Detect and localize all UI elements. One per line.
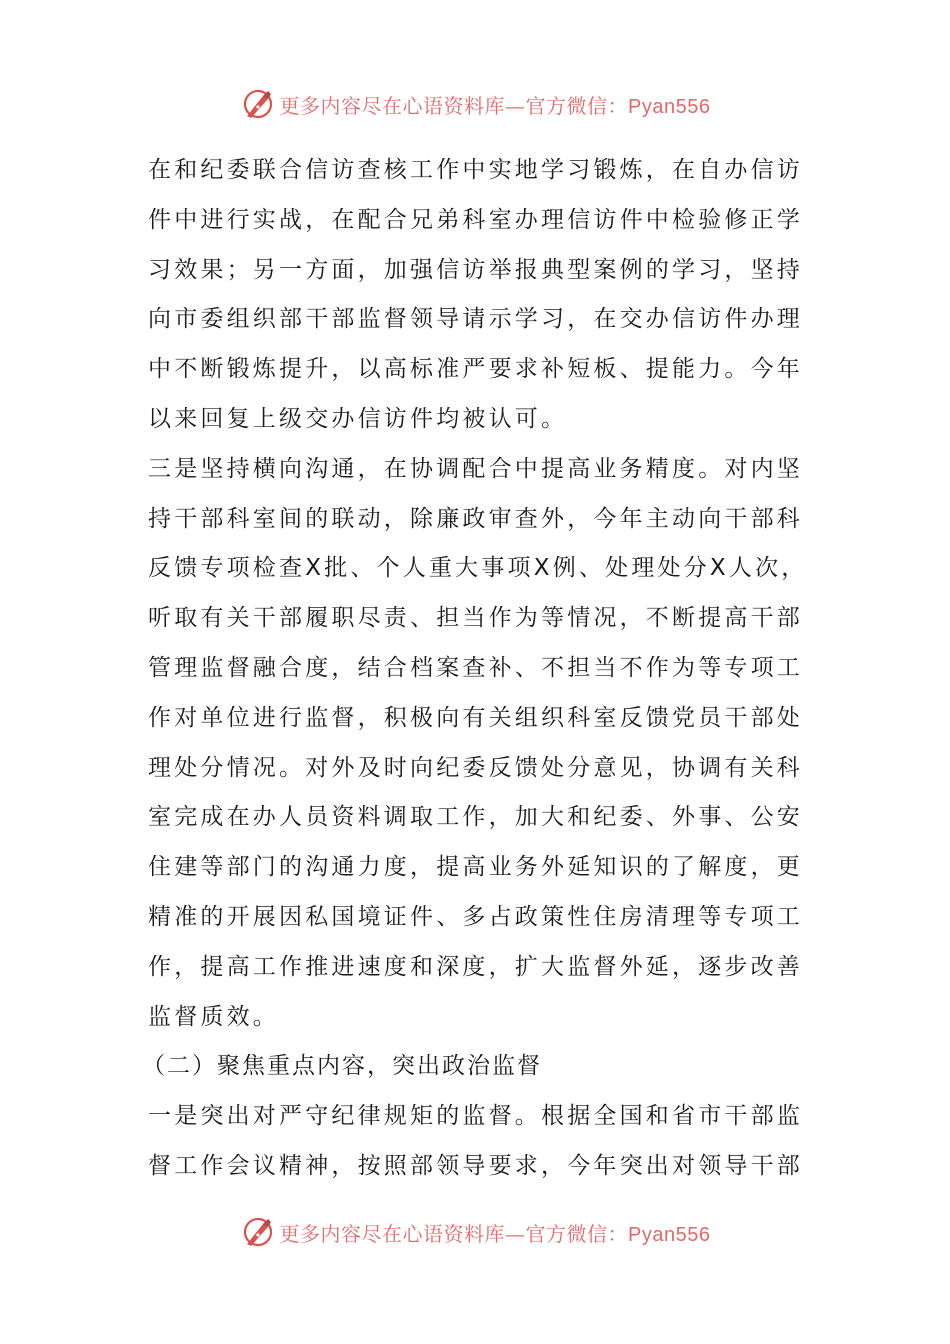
body-line: 理处分情况。对外及时向纪委反馈处分意见，协调有关科 (148, 754, 803, 781)
body-line: 督工作会议精神，按照部领导要求，今年突出对领导干部 (148, 1152, 803, 1179)
body-line: 室完成在办人员资料调取工作，加大和纪委、外事、公安 (148, 804, 803, 831)
body-line: 三是坚持横向沟通，在协调配合中提高业务精度。对内坚 (148, 455, 803, 482)
body-line: 反馈专项检查X批、个人重大事项X例、处理处分X人次， (148, 555, 808, 582)
watermark-text: 更多内容尽在心语资料库—官方微信：Pyan556 (279, 93, 711, 118)
body-line: 精准的开展因私国境证件、多占政策性住房清理等专项工 (148, 903, 803, 930)
body-line: 件中进行实战，在配合兄弟科室办理信访件中检验修正学 (148, 206, 803, 233)
body-line: 持干部科室间的联动，除廉政审查外，今年主动向干部科 (148, 505, 803, 532)
body-line: 一是突出对严守纪律规矩的监督。根据全国和省市干部监 (148, 1103, 803, 1130)
body-line: 监督质效。 (148, 1003, 279, 1030)
watermark-handle: Pyan556 (628, 95, 711, 118)
document-body (142, 146, 813, 1192)
body-line: 向市委组织部干部监督领导请示学习，在交办信访件办理 (148, 306, 803, 333)
watermark-handle: Pyan556 (628, 1223, 711, 1246)
pen-nib-logo-icon (240, 1214, 276, 1250)
body-line: 以来回复上级交办信访件均被认可。 (148, 405, 568, 432)
body-line: 作，提高工作推进速度和深度，扩大监督外延，逐步改善 (148, 953, 803, 980)
body-line: 住建等部门的沟通力度，提高业务外延知识的了解度，更 (148, 854, 803, 881)
body-line: 作对单位进行监督，积极向有关组织科室反馈党员干部处 (148, 704, 803, 731)
pen-nib-logo-icon (240, 86, 276, 122)
body-line: 习效果；另一方面，加强信访举报典型案例的学习，坚持 (148, 256, 803, 283)
section-heading: （二）聚焦重点内容，突出政治监督 (142, 1053, 542, 1080)
body-line: 在和纪委联合信访查核工作中实地学习锻炼，在自办信访 (148, 157, 803, 183)
body-line: 听取有关干部履职尽责、担当作为等情况，不断提高干部 (148, 605, 803, 632)
watermark-text: 更多内容尽在心语资料库—官方微信：Pyan556 (279, 1221, 711, 1246)
body-line: 中不断锻炼提升，以高标准严要求补短板、提能力。今年 (148, 356, 803, 383)
watermark-banner-bottom (0, 1212, 950, 1252)
watermark-banner-top (0, 84, 950, 124)
body-line: 管理监督融合度，结合档案查补、不担当不作为等专项工 (148, 654, 803, 681)
